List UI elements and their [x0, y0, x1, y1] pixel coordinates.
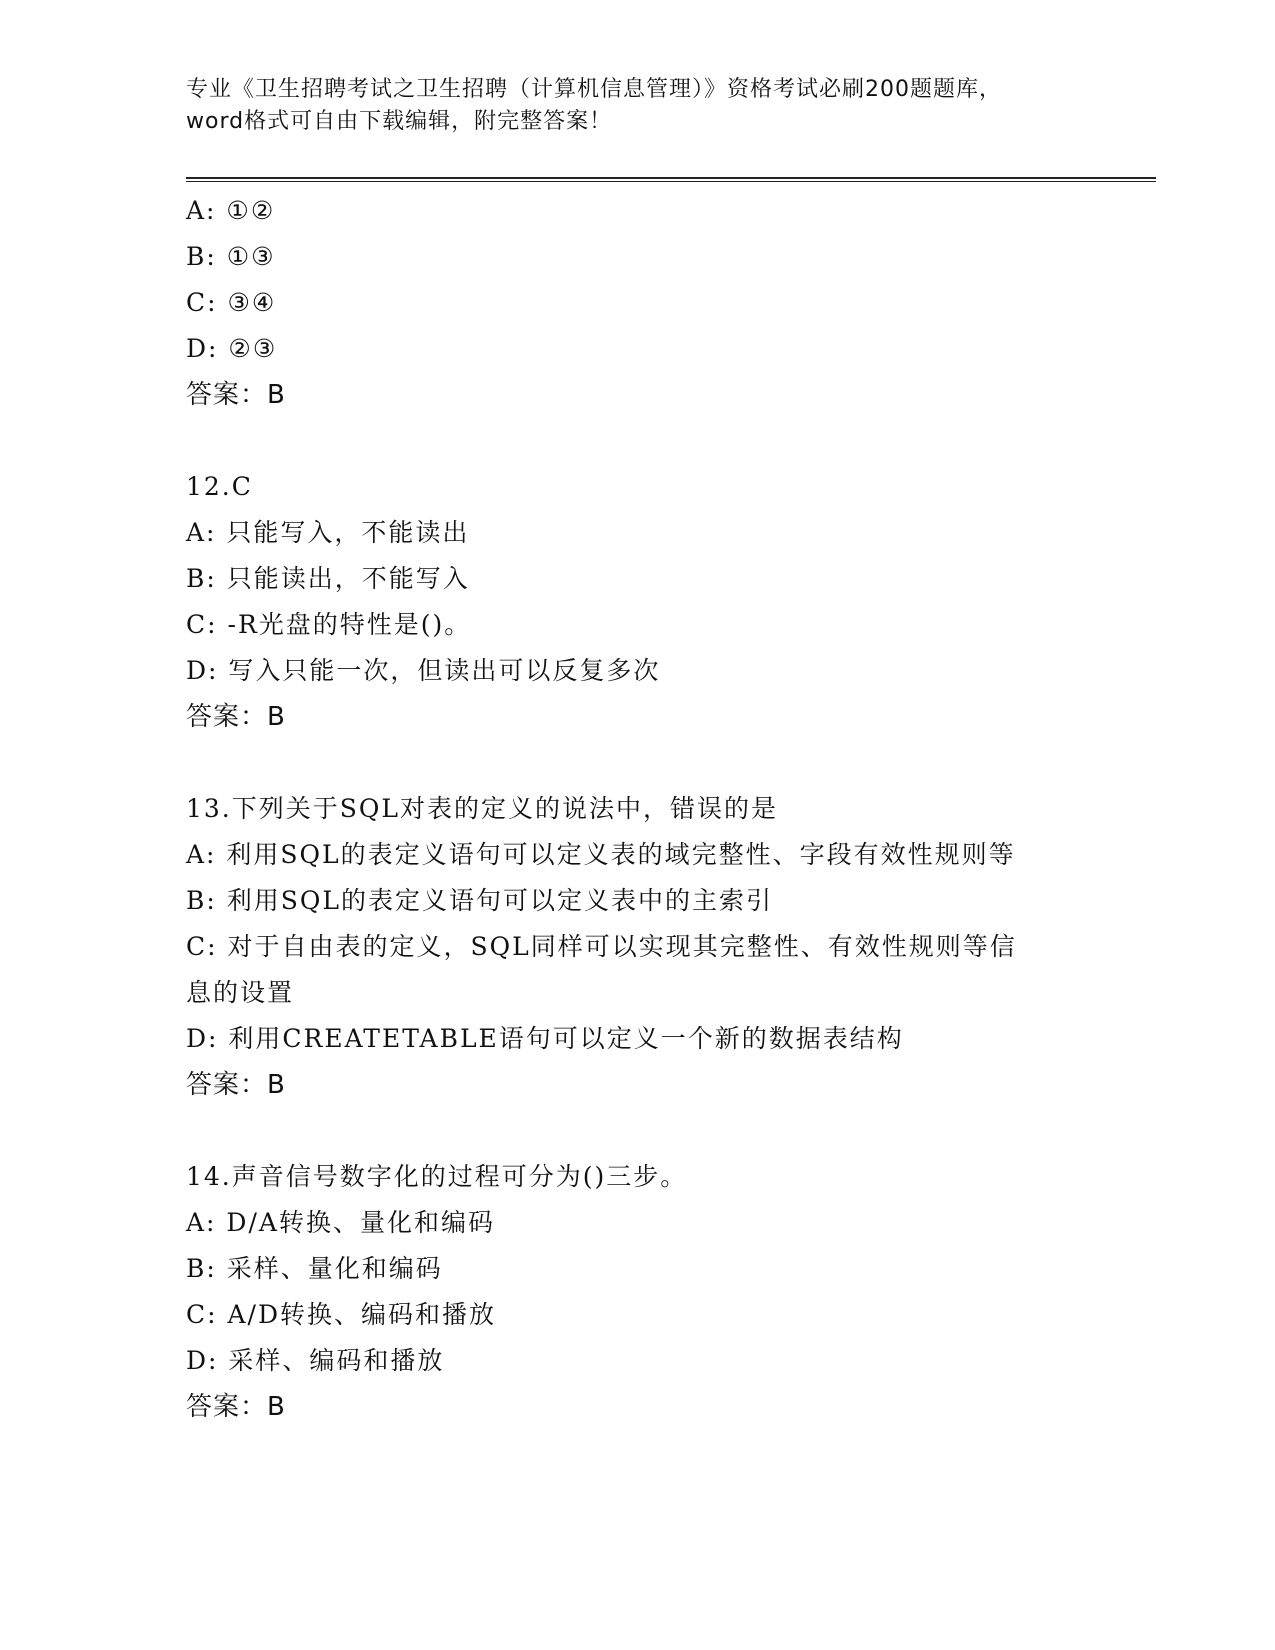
answer-line: 答案：B: [186, 1392, 286, 1422]
spacer: [186, 1108, 1156, 1154]
header-line-2: word格式可自由下载编辑，附完整答案！: [186, 109, 613, 134]
answer-line: 答案：B: [186, 1070, 286, 1100]
question-block: [186, 786, 1156, 1108]
option-c: C: 对于自由表的定义，SQL同样可以实现其完整性、有效性规则等信: [186, 932, 1017, 961]
option-b: B: ①③: [186, 242, 276, 271]
option-b: B: 采样、量化和编码: [186, 1254, 443, 1283]
question-block: [186, 188, 1156, 418]
question-list: [186, 188, 1156, 1430]
option-a: A: D/A转换、量化和编码: [186, 1208, 495, 1237]
question-block: [186, 1154, 1156, 1430]
option-c: C: -R光盘的特性是()。: [186, 610, 472, 639]
option-d: D: ②③: [186, 334, 278, 363]
option-d: D: 利用CREATETABLE语句可以定义一个新的数据表结构: [186, 1024, 904, 1053]
question-stem: 12.C: [186, 472, 253, 501]
option-b: B: 只能读出，不能写入: [186, 564, 470, 593]
option-b: B: 利用SQL的表定义语句可以定义表中的主索引: [186, 886, 773, 915]
option-a: A: ①②: [186, 196, 276, 225]
answer-line: 答案：B: [186, 702, 286, 732]
question-stem: 13.下列关于SQL对表的定义的说法中，错误的是: [186, 794, 778, 823]
option-d: D: 采样、编码和播放: [186, 1346, 445, 1375]
option-c: C: ③④: [186, 288, 277, 317]
document-header: [186, 74, 1086, 138]
option-c-continued: 息的设置: [186, 978, 295, 1007]
option-a: A: 只能写入，不能读出: [186, 518, 470, 547]
question-block: [186, 464, 1156, 740]
option-d: D: 写入只能一次，但读出可以反复多次: [186, 656, 661, 685]
spacer: [186, 740, 1156, 786]
option-c: C: A/D转换、编码和播放: [186, 1300, 497, 1329]
option-a: A: 利用SQL的表定义语句可以定义表的域完整性、字段有效性规则等: [186, 840, 1016, 869]
header-line-1: 专业《卫生招聘考试之卫生招聘（计算机信息管理）》资格考试必刷200题题库，: [186, 77, 1002, 102]
spacer: [186, 418, 1156, 464]
question-stem: 14.声音信号数字化的过程可分为()三步。: [186, 1162, 688, 1191]
answer-line: 答案：B: [186, 380, 286, 410]
header-divider: [186, 177, 1156, 182]
